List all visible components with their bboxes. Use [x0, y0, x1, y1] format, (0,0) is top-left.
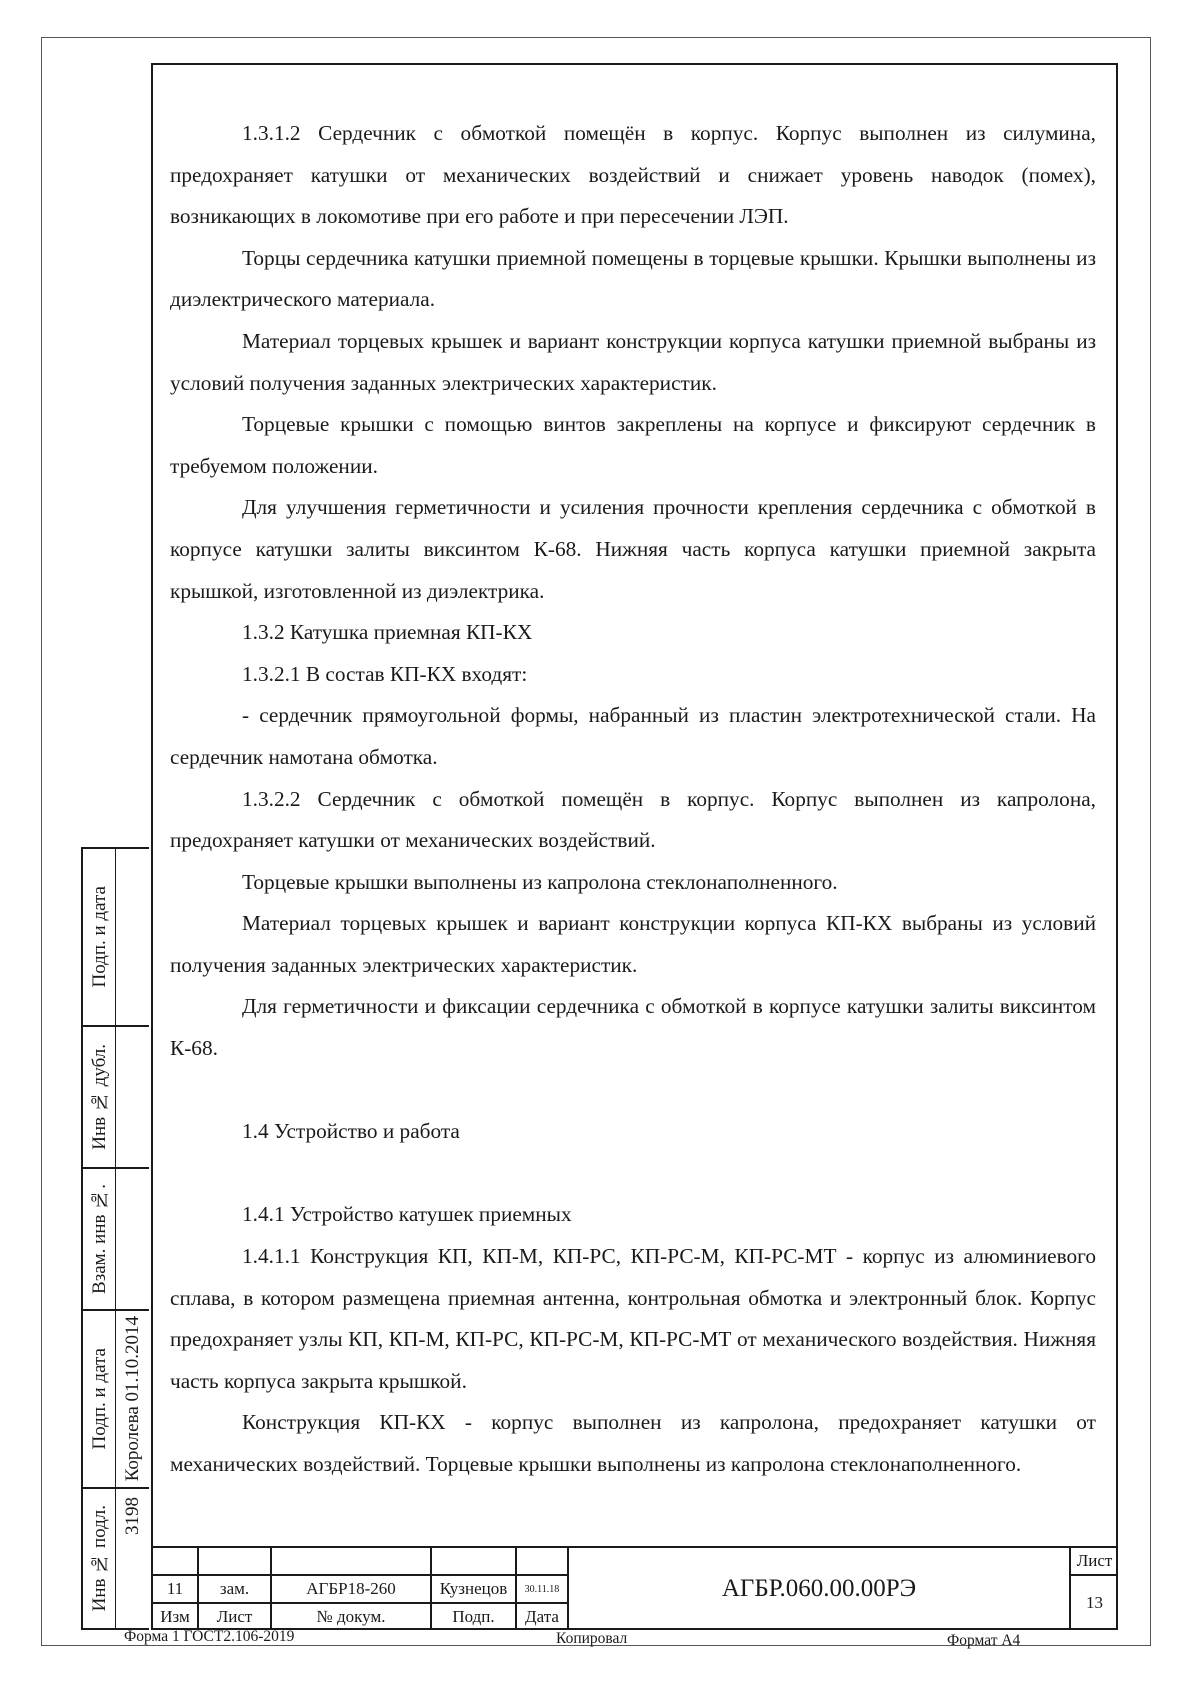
side-label-inv-podl: Инв № подл. [88, 1505, 110, 1612]
side-inv-podl-value: 3198 [121, 1497, 143, 1535]
paragraph: Торцы сердечника катушки приемной помещены в торцевые крышки. Крышки выполнены из диэлектрического материала. [170, 245, 1096, 312]
paragraph: 1.3.2.1 В состав КП-КХ входят: [242, 661, 528, 686]
paragraph: 1.3.2 Катушка приемная КП-КХ [242, 620, 533, 645]
section-heading: 1.4 Устройство и работа [242, 1119, 460, 1144]
side-cell-inv-dubl [81, 1025, 149, 1169]
document-body [170, 113, 1096, 1486]
izm-value: 11 [166, 1579, 184, 1598]
side-label-vzam-inv: Взам. инв №. [88, 1184, 110, 1294]
side-label-inv-dubl: Инв № дубл. [88, 1044, 110, 1150]
side-cell-podp-data-1 [81, 847, 149, 1027]
paragraph: Материал торцевых крышек и вариант конструкции корпуса КП-КХ выбраны из условий получения заданных электрических характеристик. [170, 911, 1096, 977]
date-value: 30.11.18 [524, 1583, 560, 1595]
paragraph: 1.4.1.1 Конструкция КП, КП-М, КП-РС, КП-РС-М, КП-РС-МТ - корпус из алюминиевого сплава, в котором размещена приемная антенна, контрольная обмотка и электронный блок. Корпус предохраняет узлы КП, КП-М, КП-РС, КП-РС-М, КП-РС-МТ от механического воздействия. Нижняя часть корпуса закрыта крышкой. [170, 1244, 1096, 1393]
date-label: Дата [525, 1607, 559, 1626]
side-cell-inv-podl [81, 1487, 149, 1630]
paragraph: Торцевые крышки выполнены из капролона стеклонаполненного. [242, 869, 838, 894]
document-designation: АГБР.060.00.00РЭ [721, 1575, 917, 1602]
side-cell-vzam-inv [81, 1167, 149, 1311]
side-label-podp-data-2: Подп. и дата [88, 1348, 110, 1450]
paragraph: Торцевые крышки с помощью винтов закреплены на корпусе и фиксируют сердечник в требуемом положении. [170, 412, 1096, 478]
side-label-podp-data: Подп. и дата [88, 886, 110, 988]
form-label: Форма 1 ГОСТ2.106-2019 [124, 1628, 295, 1645]
side-signature-date: Королева 01.10.2014 [121, 1316, 143, 1482]
paragraph: Конструкция КП-КХ - корпус выполнен из капролона, предохраняет катушки от механических воздействий. Торцевые крышки выполнены из капролона стеклонаполненного. [170, 1410, 1096, 1476]
doc-number-label: № докум. [316, 1607, 386, 1626]
copied-label: Копировал [556, 1630, 628, 1647]
signature-value: Кузнецов [439, 1579, 508, 1598]
side-cell-podp-data-2 [81, 1309, 149, 1489]
list-label: Лист [216, 1607, 253, 1626]
paragraph: 1.3.1.2 Сердечник с обмоткой помещён в корпус. Корпус выполнен из силумина, предохраняет катушки от механических воздействий и снижает уровень наводок (помех), возникающих в локомотиве при его работе и при пересечении ЛЭП. [170, 121, 1096, 229]
paragraph: Для улучшения герметичности и усиления прочности крепления сердечника с обмоткой в корпусе катушки залиты виксинтом К-68. Нижняя часть корпуса катушки приемной закрыта крышкой, изготовленной из диэлектрика. [170, 495, 1096, 603]
paragraph: Материал торцевых крышек и вариант конструкции корпуса катушки приемной выбраны из условий получения заданных электрических характеристик. [170, 328, 1096, 395]
subsection-heading: 1.4.1 Устройство катушек приемных [242, 1202, 572, 1227]
paragraph: 1.3.2.2 Сердечник с обмоткой помещён в корпус. Корпус выполнен из капролона, предохраняет катушки от механических воздействий. [170, 786, 1096, 853]
izm-label: Изм [160, 1607, 190, 1626]
paragraph: Для герметичности и фиксации сердечника с обмоткой в корпусе катушки залиты виксинтом К-68. [170, 994, 1096, 1061]
list-value: зам. [219, 1579, 250, 1598]
paragraph: - сердечник прямоугольной формы, набранный из пластин электротехнической стали. На сердечник намотана обмотка. [170, 703, 1096, 769]
format-label: Формат А4 [947, 1632, 1021, 1649]
signature-label: Подп. [452, 1607, 495, 1626]
sheet-number: 13 [1086, 1593, 1103, 1612]
doc-number-value: АГБР18-260 [306, 1579, 396, 1598]
sheet-label: Лист [1076, 1551, 1113, 1570]
